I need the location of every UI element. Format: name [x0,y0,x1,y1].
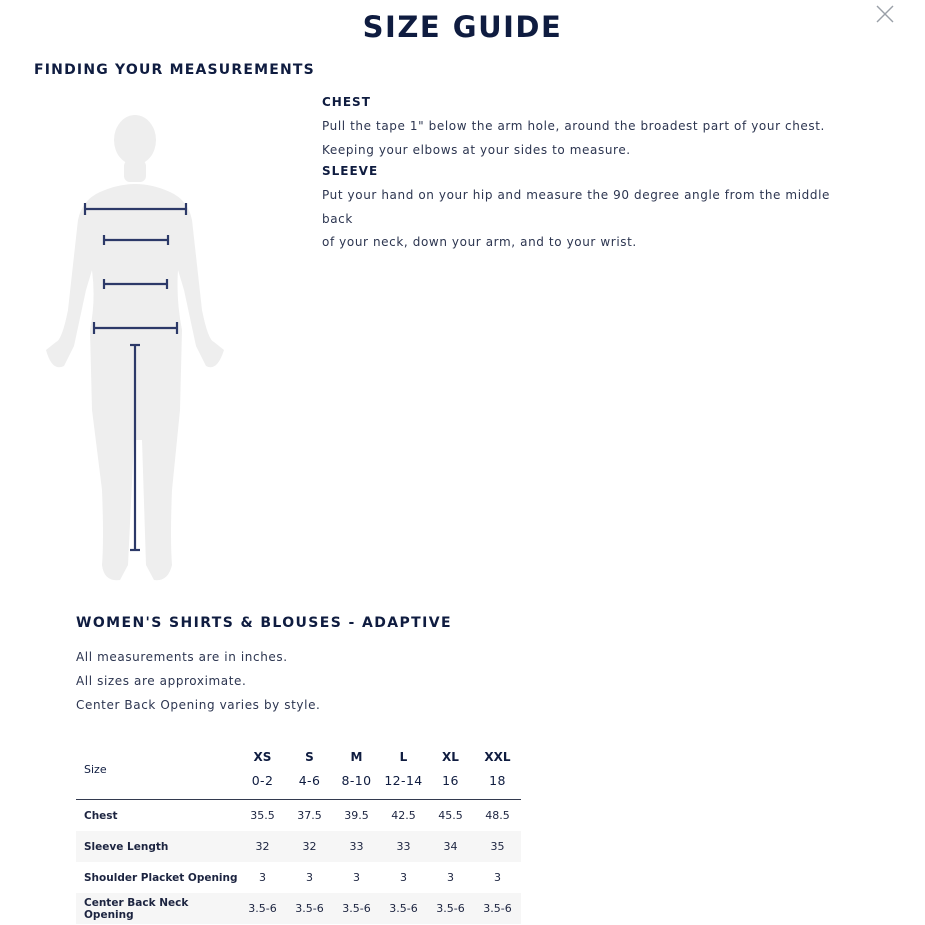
chest-text-line2: Keeping your elbows at your sides to measure. [322,142,631,157]
table-cell: 3.5-6 [333,893,380,924]
body-diagram [42,110,228,590]
table-cell: 39.5 [344,809,369,822]
row-label: Shoulder Placket Opening [84,871,238,884]
table-cell: 33 [380,831,427,862]
table-cell: 33 [333,831,380,862]
measurements-heading: FINDING YOUR MEASUREMENTS [34,62,315,78]
table-cell: 3 [494,871,501,884]
table-cell: 45.5 [438,809,463,822]
table-cell: 35 [474,831,521,862]
note-item: All measurements are in inches. [76,650,288,664]
page-title: SIZE GUIDE [362,10,563,44]
sleeve-text-line2: of your neck, down your arm, and to your wrist. [322,235,637,249]
table-cell: 3.5-6 [474,893,521,924]
table-row-shoulder-placket [76,862,521,893]
table-cell: 48.5 [485,809,510,822]
table-cell: 3.5-6 [427,893,474,924]
chest-text-line1: Pull the tape 1" below the arm hole, around the broadest part of your chest. [322,119,825,133]
size-table [76,745,521,924]
row-label: Sleeve Length [76,831,239,862]
sleeve-text-line1: Put your hand on your hip and measure the 90 degree angle from the middle back [322,188,831,226]
size-col-m: M 8-10 [341,750,372,788]
table-cell: 3 [259,871,266,884]
table-cell: 3 [400,871,407,884]
note-item: All sizes are approximate. [76,674,247,688]
size-col-l: L 12-14 [384,750,423,788]
table-cell: 35.5 [250,809,275,822]
size-label: Size [84,762,107,776]
sleeve-heading: SLEEVE [322,164,379,178]
size-header-row [76,745,521,800]
measurement-instructions [322,93,842,255]
size-col-s: S 4-6 [298,750,321,788]
table-row-center-back-neck [76,893,521,924]
size-notes [76,645,320,717]
table-row-sleeve-length [76,831,521,862]
table-cell: 3.5-6 [239,893,286,924]
table-cell: 34 [427,831,474,862]
table-cell: 3 [447,871,454,884]
chest-heading: CHEST [322,95,371,109]
note-item: Center Back Opening varies by style. [76,698,321,712]
size-col-xs: XS 0-2 [251,750,274,788]
table-cell: 32 [286,831,333,862]
table-row-chest [76,800,521,832]
table-cell: 37.5 [297,809,322,822]
section-heading: WOMEN'S SHIRTS & BLOUSES - ADAPTIVE [76,615,452,631]
row-label: Center Back Neck Opening [76,893,239,924]
table-cell: 3.5-6 [286,893,333,924]
table-cell: 32 [239,831,286,862]
table-cell: 3.5-6 [380,893,427,924]
row-label: Chest [84,809,118,822]
close-icon[interactable] [874,3,896,25]
size-col-xxl: XXL 18 [484,750,511,788]
table-cell: 42.5 [391,809,416,822]
table-cell: 3 [353,871,360,884]
size-col-xl: XL 16 [442,750,459,788]
table-cell: 3 [306,871,313,884]
